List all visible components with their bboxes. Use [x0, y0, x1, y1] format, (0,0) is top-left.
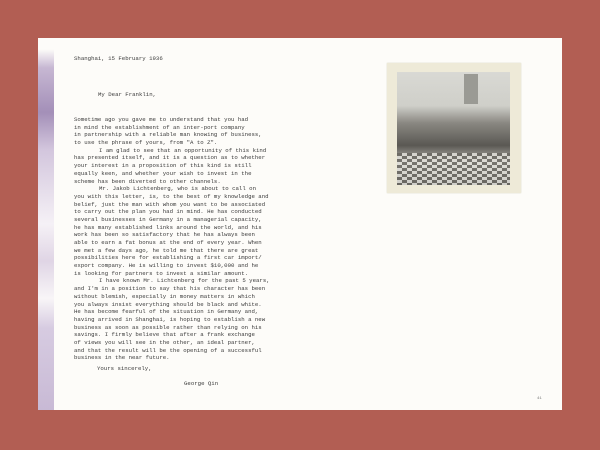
letter-line: without blemish, especially in money matters in which [74, 292, 255, 300]
letter-line: has presented itself, and it is a question as to whether [74, 154, 266, 162]
letter-line: equally keen, and whether your wish to invest in the [74, 169, 252, 177]
letter-line: belief, just the man with whom you want to be associated [74, 200, 266, 208]
letter-line: to carry out the plan you had in mind. He has conducted [74, 208, 262, 216]
letter-line: he has many established links around the world, and his [74, 223, 262, 231]
letter-closing: Yours sincerely, [97, 365, 152, 372]
letter-body [74, 116, 270, 362]
letter-line: He has become fearful of the situation in Germany and, [74, 308, 259, 316]
letter-line: work has been so satisfactory that he has always been [74, 231, 255, 239]
letter-salutation: My Dear Franklin, [98, 91, 157, 98]
letter-signature: George Qin [184, 380, 219, 387]
letter-line: business as soon as possible rather than relying on his [74, 323, 262, 331]
letter-line: Sometime ago you gave me to understand that you had [74, 116, 249, 123]
letter-line: export company. He is willing to invest $10,000 and he [74, 262, 259, 270]
vintage-group-photo [387, 63, 521, 193]
letter-line: and that the result will be the opening of a successful [74, 346, 262, 354]
letter-line: to use the phrase of yours, from "A to Z". [74, 139, 218, 147]
letter-line: I am glad to see that an opportunity of this kind [99, 146, 267, 154]
letter-line: business in the near future. [74, 354, 170, 362]
letter-line: several businesses in Germany in a managerial capacity, [74, 215, 262, 223]
letter-line: you with this letter, is, to the best of my knowledge and [74, 192, 269, 200]
letter-line: we met a few days ago, he told me that there are great [74, 246, 259, 254]
letter-line: you always insist everything should be black and white. [74, 300, 262, 308]
letter-line: able to earn a fat bonus at the end of every year. When [74, 239, 262, 246]
letter-line: your interest in a proposition of this kind is still [74, 162, 252, 170]
letter-line: scheme has been diverted to other channels. [74, 177, 221, 185]
letter-line: Mr. Jakob Lichtenberg, who is about to call on [99, 185, 257, 193]
page-number: 41 [537, 397, 542, 401]
letter-line: in partnership with a reliable man knowing of business, [74, 131, 262, 139]
adjacent-page-edge [38, 38, 54, 410]
photo-image [397, 72, 510, 185]
letter-line: having arrived in Shanghai, is hoping to establish a new [74, 315, 266, 323]
letter-line: I have known Mr. Lichtenberg for the past 5 years, [99, 277, 270, 285]
letter-line: possibilities here for establishing a first car import/ [74, 254, 262, 262]
letter-line: and I'm in a position to say that his character has been [74, 285, 266, 293]
letter-date: Shanghai, 15 February 1936 [74, 55, 163, 62]
letter-line: in mind the establishment of an inter-port company [74, 123, 245, 131]
letter-line: of views you will see in the other, an ideal partner, [74, 338, 255, 346]
letter-line: is looking for partners to invest a similar amount. [74, 269, 249, 277]
letter-line: savings. I firmly believe that after a frank exchange [74, 331, 255, 339]
